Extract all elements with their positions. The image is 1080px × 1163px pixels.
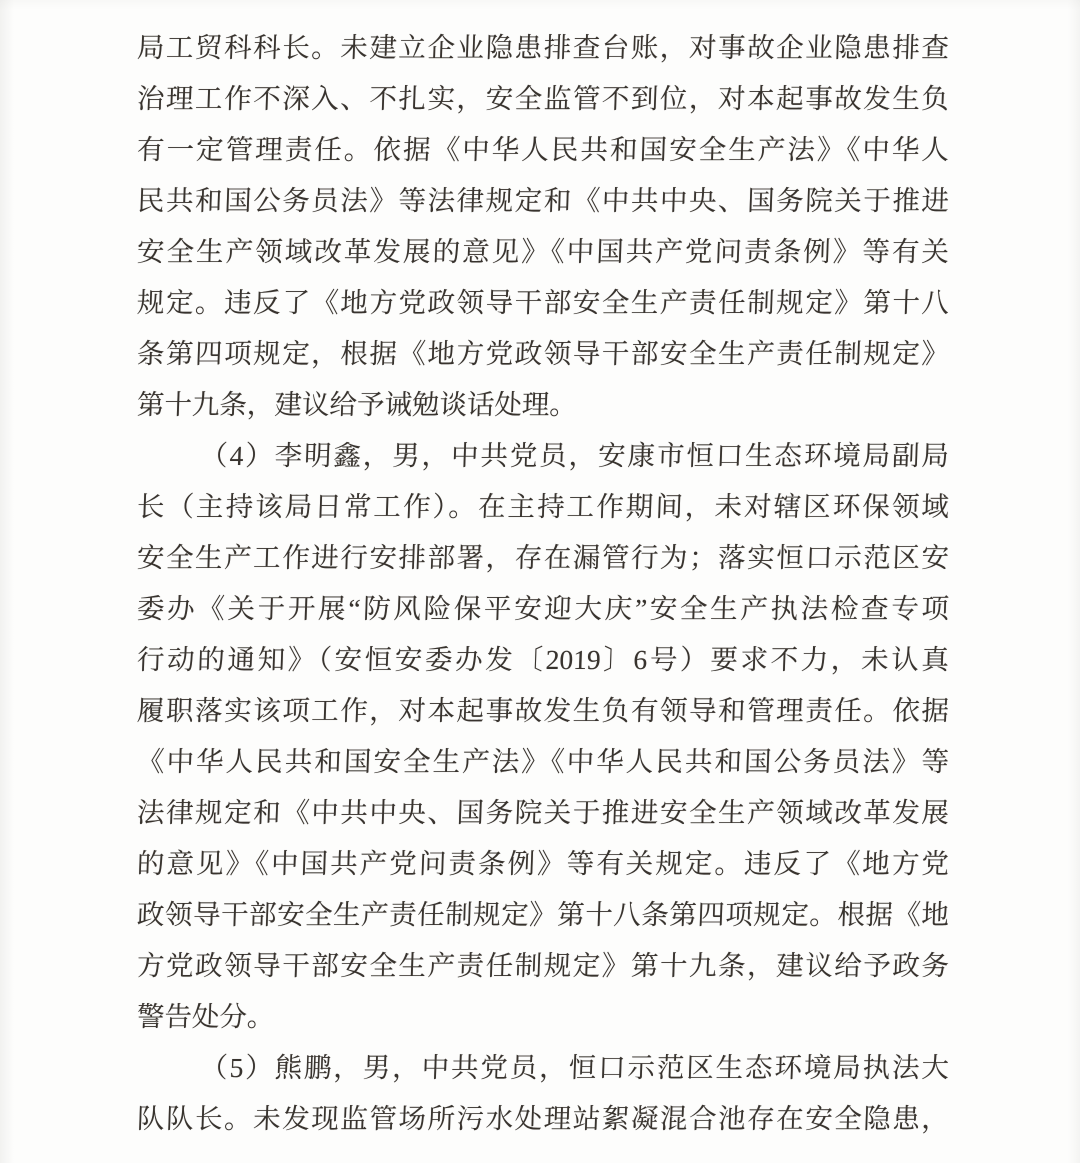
- text-line: 委办《关于开展“防风险保平安迎大庆”安全生产执法检查专项: [136, 593, 950, 624]
- text-line: 法律规定和《中共中央、国务院关于推进安全生产领域改革发展: [136, 797, 950, 828]
- text-line paragraph-start: （4）李明鑫，男，中共党员，安康市恒口生态环境局副局: [199, 440, 950, 471]
- text-line: 行动的通知》（安恒安委办发〔2019〕6号）要求不力，未认真: [136, 644, 950, 675]
- text-line: 规定。违反了《地方党政领导干部安全生产责任制规定》第十八: [136, 287, 950, 318]
- text-line: 有一定管理责任。依据《中华人民共和国安全生产法》《中华人: [136, 134, 950, 165]
- document-text-block: [137, 22, 949, 1144]
- text-line: 安全生产工作进行安排部署，存在漏管行为；落实恒口示范区安: [136, 542, 950, 573]
- text-line: 方党政领导干部安全生产责任制规定》第十九条，建议给予政务: [136, 950, 950, 981]
- text-line: 治理工作不深入、不扎实，安全监管不到位，对本起事故发生负: [136, 83, 950, 114]
- text-line: 长（主持该局日常工作）。在主持工作期间，未对辖区环保领域: [136, 491, 950, 522]
- text-line: 民共和国公务员法》等法律规定和《中共中央、国务院关于推进: [136, 185, 950, 216]
- text-line: 局工贸科科长。未建立企业隐患排查台账，对事故企业隐患排查: [136, 32, 950, 63]
- text-line: 的意见》《中国共产党问责条例》等有关规定。违反了《地方党: [136, 848, 950, 879]
- text-line: 队队长。未发现监管场所污水处理站絮凝混合池存在安全隐患，: [136, 1103, 950, 1134]
- text-line: 履职落实该项工作，对本起事故发生负有领导和管理责任。依据: [136, 695, 950, 726]
- text-line: 安全生产领域改革发展的意见》《中国共产党问责条例》等有关: [136, 236, 950, 267]
- text-line paragraph-end: 警告处分。: [136, 1001, 276, 1032]
- text-line paragraph-start: （5）熊鹏，男，中共党员，恒口示范区生态环境局执法大: [199, 1052, 950, 1083]
- text-line paragraph-end: 第十九条，建议给予诫勉谈话处理。: [136, 389, 578, 420]
- text-line: 政领导干部安全生产责任制规定》第十八条第四项规定。根据《地: [136, 899, 950, 930]
- text-line: 《中华人民共和国安全生产法》《中华人民共和国公务员法》等: [136, 746, 950, 777]
- text-line: 条第四项规定，根据《地方党政领导干部安全生产责任制规定》: [136, 338, 950, 369]
